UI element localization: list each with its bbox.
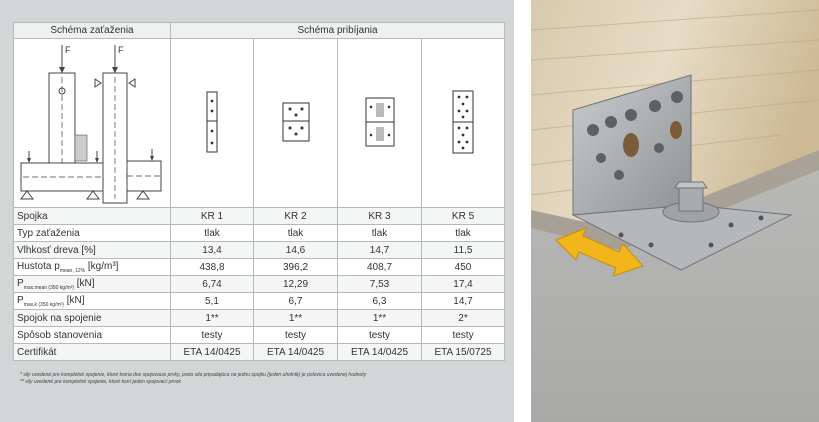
table-row: $P_{max,mean (350 kg/m^3)}$ [kN] 6,74 12,29 7,53 17,4 (14, 276, 505, 293)
pmax-mean-label: $P_{max,mean (350 kg/m^3)}$ [kN] (14, 276, 171, 293)
table-row: Typ zaťaženia tlak tlak tlak tlak (14, 225, 505, 242)
pmax-k-label: $P_{max,k (350 kg/m^3)}$ [kN] (14, 293, 171, 310)
force-label-left: F (65, 45, 71, 55)
load-diagram-svg (17, 39, 167, 204)
bracket-photo-illustration (531, 0, 819, 422)
kr2-nail-scheme (254, 39, 338, 208)
table-row: Vlhkosť dreva [%] 13,4 14,6 14,7 11,5 (14, 242, 505, 259)
density-label: Hustota $p_{mean, 12\%}$ [kg/m³] (14, 259, 171, 276)
table-row: $P_{max,k (350 kg/m^3)}$ [kN] 5,1 6,7 6,3 14,7 (14, 293, 505, 310)
footnote-2: ** sily uvedené pre kompletné spojenie, ktoré tvorí jeden spojovací prvok (20, 379, 181, 385)
load-scheme-diagram (14, 39, 171, 208)
kr1-nail-scheme (171, 39, 254, 208)
table-row: Spojka KR 1 KR 2 KR 3 KR 5 (14, 208, 505, 225)
kr3-bracket-icon (365, 97, 395, 147)
kr5-bracket-icon (452, 90, 474, 154)
footnote-1: * sily uvedené pre kompletné spojenie, ktoré tvoria dve spojovacie prvky, preto sila pripadajúca na jednu spojku (jeden uholník) je polovica uvedenej hodnoty (20, 372, 367, 378)
nail-scheme-header: Schéma pribíjania (171, 23, 505, 39)
kr5-nail-scheme (422, 39, 505, 208)
spec-table (13, 22, 505, 361)
kr2-bracket-icon (282, 102, 310, 142)
product-photo (531, 0, 819, 422)
footnotes (20, 372, 366, 386)
table-row: Hustota $p_{mean, 12\%}$ [kg/m³] 438,8 396,2 408,7 450 (14, 259, 505, 276)
force-label-right: F (118, 45, 124, 55)
load-scheme-header: Schéma zaťaženia (14, 23, 171, 39)
kr3-nail-scheme (338, 39, 422, 208)
kr1-bracket-icon (206, 91, 218, 153)
table-row: Spojok na spojenie 1** 1** 1** 2* (14, 310, 505, 327)
table-row: Certifikát ETA 14/0425 ETA 14/0425 ETA 14/0425 ETA 15/0725 (14, 344, 505, 361)
table-row: Spôsob stanovenia testy testy testy testy (14, 327, 505, 344)
